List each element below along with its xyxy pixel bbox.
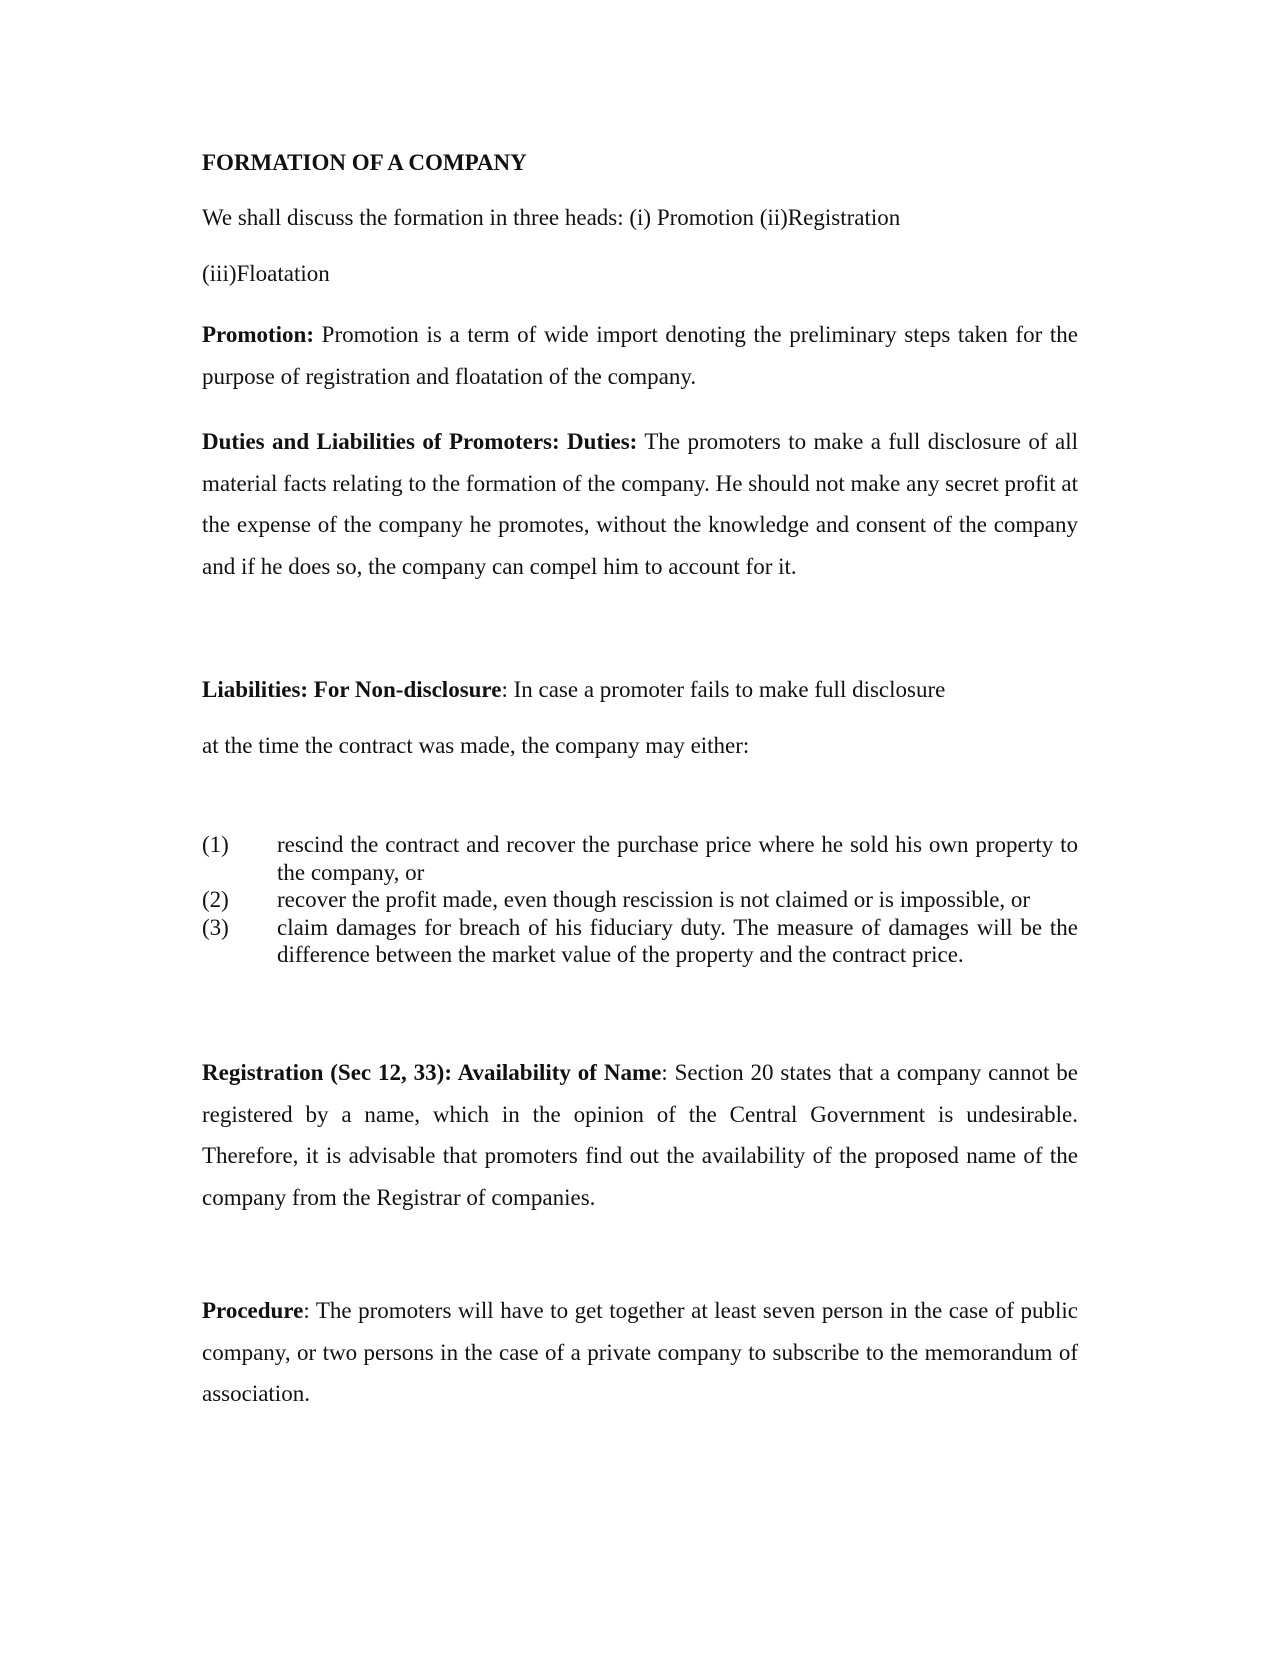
list-number: (3) — [202, 914, 229, 940]
list-item — [202, 886, 1078, 914]
procedure-label: Procedure — [202, 1298, 304, 1323]
document-page — [202, 0, 1078, 1656]
registration-paragraph — [202, 1052, 1078, 1218]
intro-line-1: We shall discuss the formation in three heads: (i) Promotion (ii)Registration — [202, 205, 901, 230]
list-item — [202, 831, 1078, 886]
list-text: claim damages for breach of his fiduciary duty. The measure of damages will be the difference between the market value of the property and the contract price. — [277, 914, 1078, 967]
list-text: recover the profit made, even though rescission is not claimed or is impossible, or — [277, 887, 1031, 912]
duties-paragraph — [202, 421, 1078, 587]
procedure-paragraph — [202, 1290, 1078, 1415]
liabilities-line-2: at the time the contract was made, the company may either: — [202, 733, 750, 758]
liabilities-label: Liabilities: For Non-disclosure — [202, 677, 502, 702]
liabilities-paragraph — [202, 675, 945, 705]
list-item — [202, 914, 1078, 969]
promotion-text: Promotion is a term of wide import denoting the preliminary steps taken for the purpose of registration and floatation of the company. — [202, 322, 1078, 389]
document-title: FORMATION OF A COMPANY — [202, 150, 527, 175]
intro-line-2: (iii)Floatation — [202, 261, 330, 286]
liabilities-text: : In case a promoter fails to make full disclosure — [501, 677, 946, 702]
promotion-label: Promotion: — [202, 322, 315, 347]
procedure-text: : The promoters will have to get together at least seven person in the case of public company, or two persons in the case of a private company to subscribe to the memorandum of association. — [202, 1298, 1078, 1406]
registration-text: : Section 20 states that a company cannot be registered by a name, which in the opinion of the Central Government is undesirable. Therefore, it is advisable that promoters find out the availability of the proposed name of the company from the Registrar of companies. — [202, 1060, 1078, 1210]
duties-text: The promoters to make a full disclosure of all material facts relating to the formation of the company. He should not make any secret profit at the expense of the company he promotes, without the knowledge and consent of the company and if he does so, the company can compel him to account for it. — [202, 429, 1078, 579]
list-number: (1) — [202, 832, 229, 857]
list-text: rescind the contract and recover the purchase price where he sold his own property to the company, or — [277, 832, 1078, 885]
registration-label: Registration (Sec 12, 33): Availability of Name — [202, 1060, 662, 1085]
promotion-paragraph — [202, 314, 1078, 397]
duties-label: Duties and Liabilities of Promoters: Duties: — [202, 429, 638, 454]
list-number: (2) — [202, 887, 229, 912]
remedies-list — [202, 831, 1078, 969]
